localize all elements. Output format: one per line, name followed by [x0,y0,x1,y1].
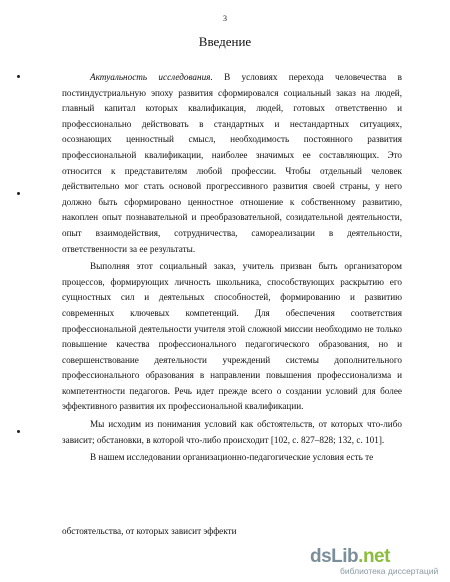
margin-dot [17,75,20,78]
paragraph-text: В условиях перехода человечества в постиндустриальную эпоху развития сформировался социальный заказ на людей, главный капитал которых квалификация, людей, готовых ответственно и профессионально действовать в стандартных и нестандартных ситуациях, осознающих ценностный смысл, необходимость постоянного развития профессиональной квалификации, наиболее значимых ее составляющих. Это относится к представителям любой профессии. Чтобы отдельный человек действительно мог стать основой прогрессивного развития своей страны, у него должно быть сформировано ценностное отношение к собственному развитию, накоплен опыт познавательной и преобразовательной, созидательной деятельности, опыт взаимодействия, сотрудничества, самореализации в деятельности, ответственности за ее результаты. [62,72,402,254]
paragraph-conditions: Мы исходим из понимания условий как обстоятельств, от которых что-либо зависит; обстановки, в которой что-либо происходит [102, с. 827–828; 132, с. 101]. [62,419,402,445]
page-number: 3 [223,14,227,23]
paragraph-social-order: Выполняя этот социальный заказ, учитель призван быть организатором процессов, формирующих личность школьника, способствующих раскрытию его сущностных сил и деятельных способностей, формированию и развитию современных ключевых компетенций. Для обеспечения соответствия профессиональной деятельности учителя этой сложной миссии необходимо не только повышение качества профессионального педагогического образования, но и совершенствование деятельности учреждений системы дополнительного профессионального образования в направлении повышения профессионализма и компетентности педагогов. Речь идет прежде всего о создании условий для более эффективного развития их профессиональной квалификации. [62,261,402,412]
paragraph-relevance [62,70,402,257]
watermark-logo-main: dsLib [310,546,359,567]
margin-dot [17,430,20,433]
watermark-logo [310,546,390,568]
paragraph-lead: Актуальность исследования. [90,72,213,82]
page-title: Введение [198,34,252,49]
margin-dot [17,192,20,195]
truncated-line: обстоятельства, от которых зависит эффекти [62,526,237,536]
watermark-subtitle: библиотека диссертаций [340,566,439,576]
body-text [62,70,402,466]
watermark-logo-accent: .net [358,546,390,567]
watermark [310,546,440,576]
paragraph-research: В нашем исследовании организационно-педагогические условия есть те [90,452,374,463]
